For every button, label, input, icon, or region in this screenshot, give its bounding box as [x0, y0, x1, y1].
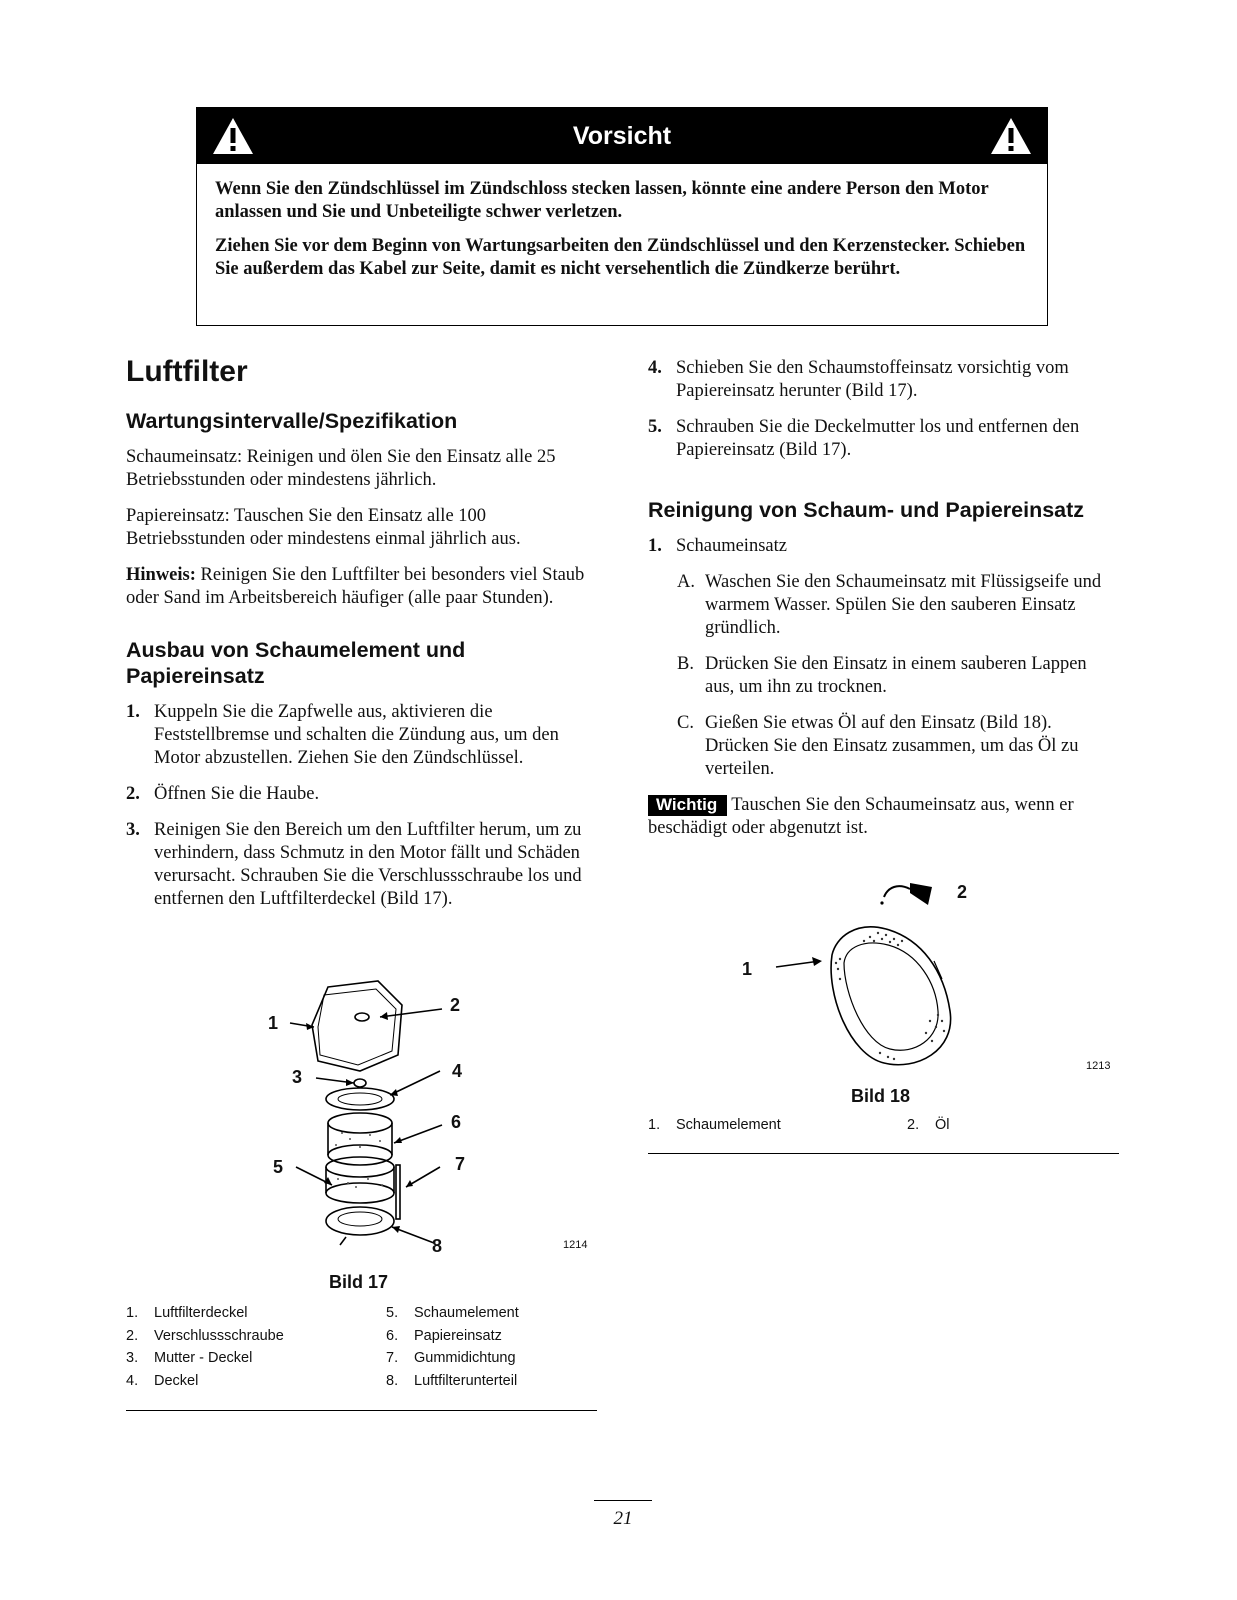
step-text: Schieben Sie den Schaumstoffeinsatz vorsichtig vom Papiereinsatz herunter (Bild 17). — [676, 358, 1069, 401]
legend-item: 7. Gummidichtung — [386, 1350, 516, 1366]
figure-legend — [386, 1302, 596, 1392]
figure-title: Bild 17 — [329, 1272, 389, 1292]
figure-callout: 1 — [742, 959, 753, 979]
legend-item: 1. Luftfilterdeckel — [126, 1305, 248, 1321]
step-item — [126, 701, 596, 770]
step-item — [126, 819, 596, 911]
substep-letter: B. — [677, 654, 694, 674]
substep-text: Gießen Sie etwas Öl auf den Einsatz (Bild 18). Drücken Sie den Einsatz zusammen, um das Öl zu verteilen. — [705, 713, 1079, 779]
figure-code: 1214 — [563, 1239, 588, 1251]
warning-title: Vorsicht — [572, 121, 672, 150]
paragraph-paper: Papiereinsatz: Tauschen Sie den Einsatz alle 100 Betriebsstunden oder mindestens einmal jährlich aus. — [126, 506, 521, 549]
figure-callout: 8 — [432, 1236, 443, 1256]
step-number: 5. — [648, 417, 662, 437]
important-note — [648, 794, 1120, 840]
page-number: 21 — [613, 1508, 633, 1529]
step-text: Reinigen Sie den Bereich um den Luftfilter herum, um zu verhindern, dass Schmutz in den Motor fällt und Schäden verursacht. Schrauben Sie die Verschlussschraube los und entfernen den Luftfilterdeckel (Bild 17). — [154, 820, 582, 909]
substep-item — [677, 712, 1120, 781]
figure-legend — [907, 1114, 1107, 1137]
warning-triangle-icon — [989, 116, 1033, 156]
legend-item: 8. Luftfilterunterteil — [386, 1372, 518, 1389]
step-text: Schrauben Sie die Deckelmutter los und entfernen den Papiereinsatz (Bild 17). — [676, 417, 1080, 460]
step-number: 3. — [126, 820, 140, 840]
legend-item: 6. Papiereinsatz — [386, 1327, 502, 1344]
figure-legend — [648, 1114, 908, 1137]
substep-text: Drücken Sie den Einsatz in einem sauberen Lappen aus, um ihn zu trocknen. — [705, 654, 1087, 697]
figure-callout: 5 — [273, 1157, 284, 1177]
step-text: Schaumeinsatz — [676, 536, 787, 556]
warning-header — [197, 108, 1047, 164]
left-column — [126, 352, 596, 924]
step-number: 4. — [648, 358, 662, 378]
figure-callout: 3 — [292, 1067, 303, 1087]
page-number-rule — [594, 1500, 652, 1501]
step-number: 1. — [126, 702, 140, 722]
note — [126, 564, 596, 610]
figure-legend — [126, 1302, 386, 1392]
section-heading: Luftfilter — [126, 355, 248, 388]
air-filter-exploded-illustration — [250, 975, 510, 1265]
step-text: Öffnen Sie die Haube. — [154, 784, 320, 804]
important-badge: Wichtig — [648, 795, 727, 816]
figure-callout: 2 — [450, 995, 461, 1015]
substep-text: Waschen Sie den Schaumeinsatz mit Flüssigseife und warmem Wasser. Spülen Sie den sauberen Einsatz gründlich. — [705, 572, 1102, 638]
warning-box — [196, 107, 1048, 326]
divider — [126, 1410, 597, 1411]
paragraph-foam: Schaumeinsatz: Reinigen und ölen Sie den Einsatz alle 25 Betriebsstunden oder mindestens jährlich. — [126, 447, 556, 490]
step-item — [126, 783, 596, 806]
figure-callout: 7 — [455, 1154, 466, 1174]
figure-title: Bild 18 — [851, 1086, 911, 1106]
step-item — [648, 535, 1120, 558]
foam-element-oil-illustration — [760, 875, 960, 1075]
substep-item — [677, 571, 1120, 640]
step-item — [648, 416, 1120, 462]
warning-triangle-icon — [211, 116, 255, 156]
warning-text-2: Ziehen Sie vor dem Beginn von Wartungsarbeiten den Zündschlüssel und den Kerzenstecker. Schieben Sie außerdem das Kabel zur Seite, damit es nicht versehentlich die Zündkerze berührt. — [215, 236, 1026, 279]
substep-letter: A. — [677, 572, 695, 592]
step-number: 2. — [126, 784, 140, 804]
figure-callout: 6 — [451, 1112, 462, 1132]
step-text: Kuppeln Sie die Zapfwelle aus, aktivieren die Feststellbremse und schalten die Zündung aus, um den Motor abzustellen. Ziehen Sie den Zündschlüssel. — [154, 702, 559, 768]
figure-code: 1213 — [1086, 1060, 1111, 1072]
right-column — [648, 357, 1120, 853]
substep-item — [677, 653, 1120, 699]
legend-item: 5. Schaumelement — [386, 1305, 519, 1321]
legend-item: 3. Mutter - Deckel — [126, 1350, 253, 1366]
figure-callout: 2 — [957, 882, 968, 902]
subheading-maintenance: Wartungsintervalle/Spezifikation — [126, 409, 458, 433]
important-text: Tauschen Sie den Schaumeinsatz aus, wenn er beschädigt oder abgenutzt ist. — [648, 795, 1074, 838]
legend-item: 2. Öl — [907, 1117, 950, 1133]
divider — [648, 1153, 1119, 1154]
subheading-cleaning: Reinigung von Schaum- und Papiereinsatz — [648, 498, 1085, 522]
note-text: Reinigen Sie den Luftfilter bei besonders viel Staub oder Sand im Arbeitsbereich häufiger (alle paar Stunden). — [126, 565, 585, 608]
step-item — [648, 357, 1120, 403]
legend-item: 4. Deckel — [126, 1372, 199, 1389]
step-number: 1. — [648, 536, 662, 556]
legend-item: 1. Schaumelement — [648, 1117, 781, 1133]
figure-callout: 4 — [452, 1061, 463, 1081]
subheading-removal: Ausbau von Schaumelement und Papiereinsatz — [126, 638, 466, 688]
warning-text-1: Wenn Sie den Zündschlüssel im Zündschloss stecken lassen, könnte eine andere Person den Motor anlassen und Sie und Unbeteiligte schwer verletzen. — [215, 179, 989, 222]
note-label: Hinweis: — [126, 565, 196, 585]
figure-callout: 1 — [268, 1013, 279, 1033]
legend-item: 2. Verschlussschraube — [126, 1327, 284, 1344]
substep-letter: C. — [677, 713, 694, 733]
